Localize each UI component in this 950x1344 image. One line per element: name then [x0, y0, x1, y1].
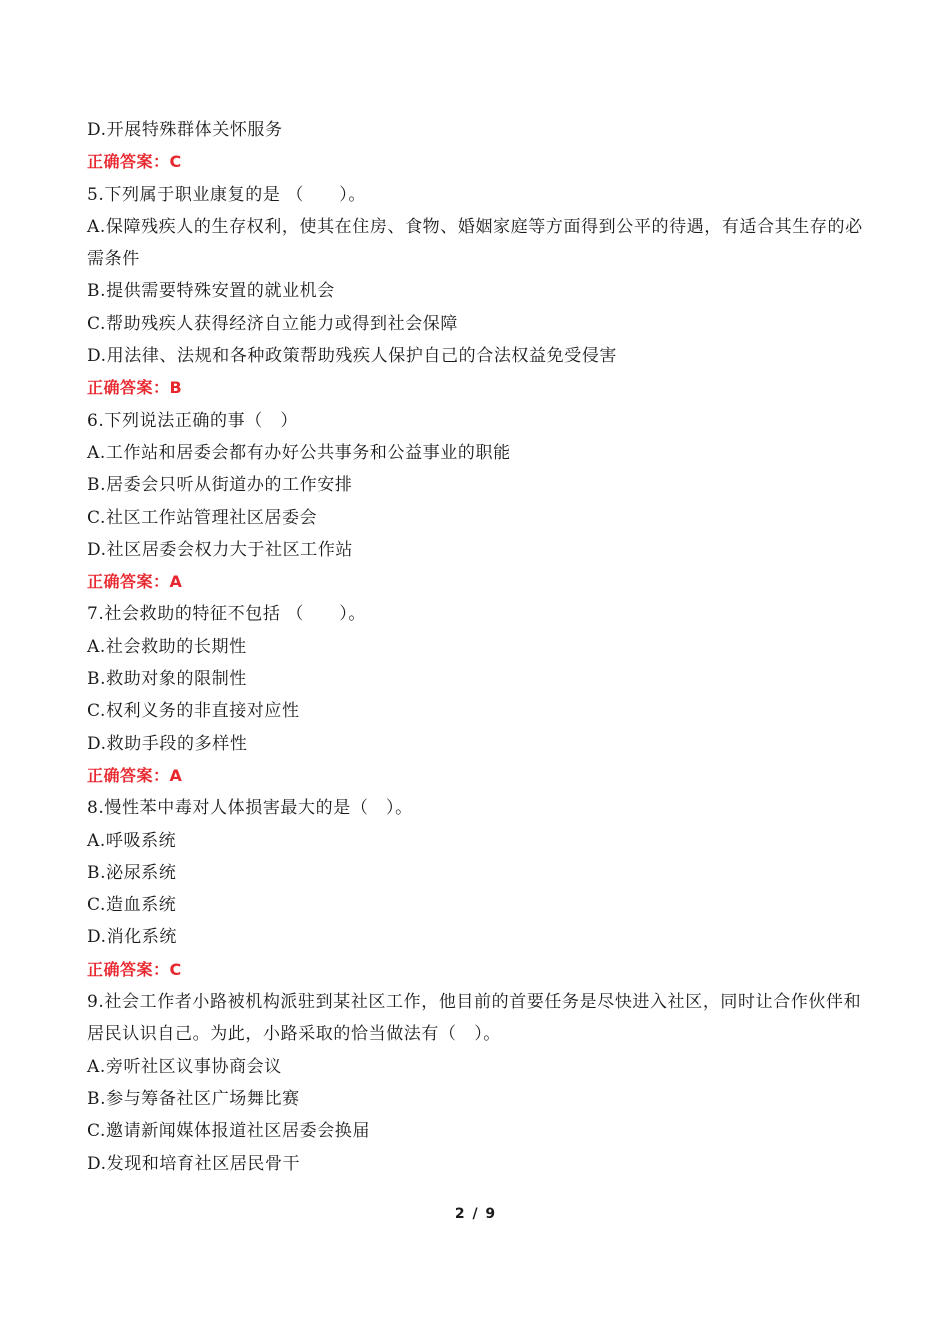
document-page [87, 114, 867, 1180]
option-d: D.社区居委会权力大于社区工作站 [87, 539, 354, 560]
correct-answer: 正确答案：A [87, 572, 183, 592]
option-c: C.权利义务的非直接对应性 [87, 701, 300, 722]
option-c: C.造血系统 [87, 895, 177, 916]
correct-answer: 正确答案：C [87, 959, 182, 979]
question-7: 7.社会救助的特征不包括 （ ）。 [87, 604, 366, 625]
option-c: C.帮助残疾人获得经济自立能力或得到社会保障 [87, 313, 459, 334]
option-d: D.开展特殊群体关怀服务 [87, 120, 283, 140]
option-c: C.社区工作站管理社区居委会 [87, 507, 318, 528]
option-a: A.呼吸系统 [87, 830, 177, 851]
page-number: 2 / 9 [454, 1206, 496, 1222]
option-b: B.救助对象的限制性 [87, 669, 247, 690]
option-d: D.用法律、法规和各种政策帮助残疾人保护自己的合法权益免受侵害 [87, 346, 618, 367]
option-b: B.居委会只听从街道办的工作安排 [87, 475, 353, 496]
option-a: A.旁听社区议事协商会议 [87, 1056, 282, 1077]
option-a: A.工作站和居委会都有办好公共事务和公益事业的职能 [87, 442, 511, 463]
option-b: B.参与筹备社区广场舞比赛 [87, 1088, 300, 1109]
question-9: 9.社会工作者小路被机构派驻到某社区工作，他目前的首要任务是尽快进入社区，同时让合作伙伴和居民认识自己。为此，小路采取的恰当做法有（ ）。 [87, 992, 862, 1045]
correct-answer: 正确答案：A [87, 765, 183, 785]
correct-answer: 正确答案：C [87, 152, 182, 172]
question-6: 6.下列说法正确的事（ ） [87, 410, 299, 431]
option-d: D.消化系统 [87, 927, 178, 948]
option-b: B.泌尿系统 [87, 862, 177, 883]
option-c: C.邀请新闻媒体报道社区居委会换届 [87, 1121, 371, 1142]
question-8: 8.慢性苯中毒对人体损害最大的是（ ）。 [87, 798, 413, 819]
option-a: A.社会救助的长期性 [87, 636, 247, 657]
option-d: D.发现和培育社区居民骨干 [87, 1153, 301, 1174]
option-a: A.保障残疾人的生存权利，使其在住房、食物、婚姻家庭等方面得到公平的待遇，有适合其生存的必需条件 [87, 216, 863, 270]
option-d: D.救助手段的多样性 [87, 733, 248, 754]
question-5: 5.下列属于职业康复的是 （ ）。 [87, 184, 366, 205]
option-b: B.提供需要特殊安置的就业机会 [87, 281, 335, 302]
correct-answer: 正确答案：B [87, 378, 183, 398]
